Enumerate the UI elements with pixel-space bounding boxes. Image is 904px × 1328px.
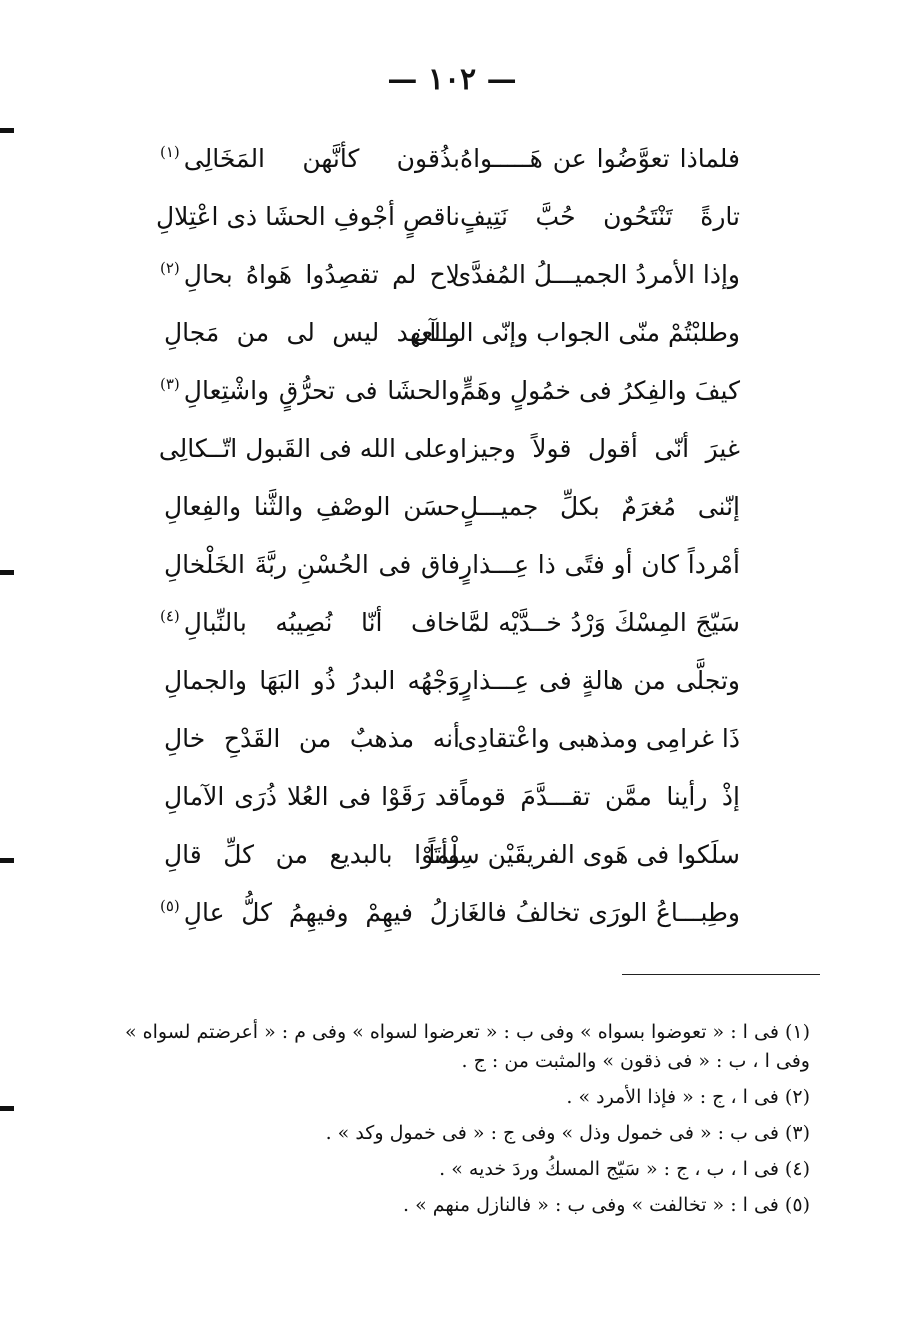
verse: [156, 188, 740, 246]
second-hemistich-text: وَجْهُه البدرُ ذُو البَهَا والجمالِ: [164, 665, 460, 695]
second-hemistich-text: ناقصٍ أجْوفِ الحشَا ذى اعْتِلالِ: [156, 201, 460, 231]
verse: [160, 246, 740, 304]
page-number: — ١٠٢ —: [387, 62, 517, 97]
first-hemistich: إنّنى مُغرَمٌ بكلِّ جميـــلٍ: [460, 491, 740, 521]
footnote-separator: [622, 974, 820, 975]
second-hemistich-text: حسَن الوصْفِ والثَّنا والفِعالِ: [164, 491, 460, 521]
poem: [156, 130, 740, 942]
margin-mark: [0, 128, 14, 133]
second-hemistich: [160, 839, 460, 872]
footnotes: [100, 1018, 810, 1227]
first-hemistich: وطِبـــاعُ الورَى تخالفُ فالغَا: [460, 897, 740, 927]
second-hemistich-text: وأتَوْا بالبديع من كلِّ قالِ: [164, 839, 460, 869]
second-hemistich: [156, 201, 460, 234]
second-hemistich-text: أنه مذهبٌ من القَدْحِ خالِ: [164, 723, 460, 753]
second-hemistich: [160, 317, 460, 350]
second-hemistich-text: والحشَا فى تحرُّقٍ واشْتِعالِ: [183, 375, 460, 405]
second-hemistich: [160, 143, 460, 176]
first-hemistich: ذَا غرامِى ومذهبى واعْتقادِى: [457, 723, 740, 753]
second-hemistich-text: وعلى الله فى القَبول اتّــكالِى: [158, 433, 460, 463]
footnote-ref: (٥): [160, 897, 180, 916]
first-hemistich: فلماذا تعوَّضُوا عن هَـــــواهُ: [460, 143, 740, 173]
second-hemistich: [160, 897, 460, 930]
verse: [160, 420, 740, 478]
first-hemistich: وإذا الأمردُ الجميـــلُ المُفدَّى: [451, 259, 740, 289]
first-hemistich: إذْ رأينا ممَّن تقـــدَّمَ قوماً: [460, 781, 740, 811]
verse: [160, 884, 740, 942]
verse: [160, 130, 740, 188]
verse: [160, 826, 740, 884]
second-hemistich-text: قد رَقَوْا فى العُلا ذُرَى الآمالِ: [164, 781, 460, 811]
first-hemistich: وطلبْتُمْ منّى الجواب وإنّى الـــآن: [411, 317, 740, 347]
second-hemistich: [160, 781, 460, 814]
first-hemistich: سلَكوا فى هَوى الفريقَيْن سِلْماً: [428, 839, 740, 869]
first-hemistich: كيفَ والفِكرُ فى خمُولٍ وهَمٍّ: [460, 375, 740, 405]
verse: [160, 478, 740, 536]
margin-mark: [0, 1106, 14, 1111]
margin-mark: [0, 858, 14, 863]
first-hemistich: غيرَ أنّى أقول قولاً وجيزا: [460, 433, 740, 463]
second-hemistich: [160, 433, 460, 466]
footnote-ref: (٤): [160, 607, 180, 626]
second-hemistich-text: فاق فى الحُسْنِ ربَّةَ الخَلْخالِ: [164, 549, 460, 579]
verse: [160, 304, 740, 362]
second-hemistich: [160, 375, 460, 408]
footnote: (٢) فى ا ، ج : « فإذا الأمرد » .: [566, 1086, 810, 1108]
second-hemistich: [160, 665, 460, 698]
verse: [160, 362, 740, 420]
footnote-ref: (٣): [160, 375, 180, 394]
verse: [160, 536, 740, 594]
verse: [160, 710, 740, 768]
footnote-ref: (٢): [160, 259, 180, 278]
footnote-ref: (١): [160, 143, 180, 162]
second-hemistich: [160, 491, 460, 524]
second-hemistich: [160, 549, 460, 582]
first-hemistich: تارةً تَنْتَحُون حُبَّ نَتِيفٍ: [460, 201, 740, 231]
first-hemistich: وتجلَّى من هالةٍ فى عِـــذارٍ: [460, 665, 740, 695]
footnote: (١) فى ا : « تعوضوا بسواه » وفى ب : « تعرضوا لسواه » وفى م : « أعرضتم لسواه » وفى ا ، ب : « فى ذقون » والمثبت من : ج .: [124, 1021, 810, 1072]
second-hemistich-text: لاح لم تقصِدُوا هَواهُ بحالِ: [183, 259, 460, 289]
second-hemistich: [160, 259, 460, 292]
footnote: (٤) فى ا ، ب ، ج : « سَيّج المسكُ وردَ خديه » .: [439, 1158, 810, 1180]
second-hemistich: [160, 607, 460, 640]
footnote: (٣) فى ب : « فى خمول وذل » وفى ج : « فى خمول وكد » .: [325, 1122, 810, 1144]
margin-mark: [0, 570, 14, 575]
footnote: (٥) فى ا : « تخالفت » وفى ب : « فالنازل منهم » .: [402, 1194, 810, 1216]
verse: [160, 652, 740, 710]
first-hemistich: أمْرداً كان أو فتًى ذا عِـــذارٍ: [460, 549, 740, 579]
verse: [160, 594, 740, 652]
second-hemistich-text: خاف أنّا نُصِيبُه بالنِّبالِ: [183, 607, 460, 637]
second-hemistich-text: بذُقون كأنَّهن المَخَالِى: [183, 143, 460, 173]
second-hemistich: [160, 723, 460, 756]
second-hemistich-text: والعهد ليس لى من مَجالِ: [164, 317, 460, 347]
verse: [160, 768, 740, 826]
first-hemistich: سَيّجَ المِسْكَ وَرْدُ خــدَّيْه لمَّا: [460, 607, 740, 637]
second-hemistich-text: زلُ فيهِمْ وفيهِمُ كلُّ عالِ: [183, 897, 460, 927]
